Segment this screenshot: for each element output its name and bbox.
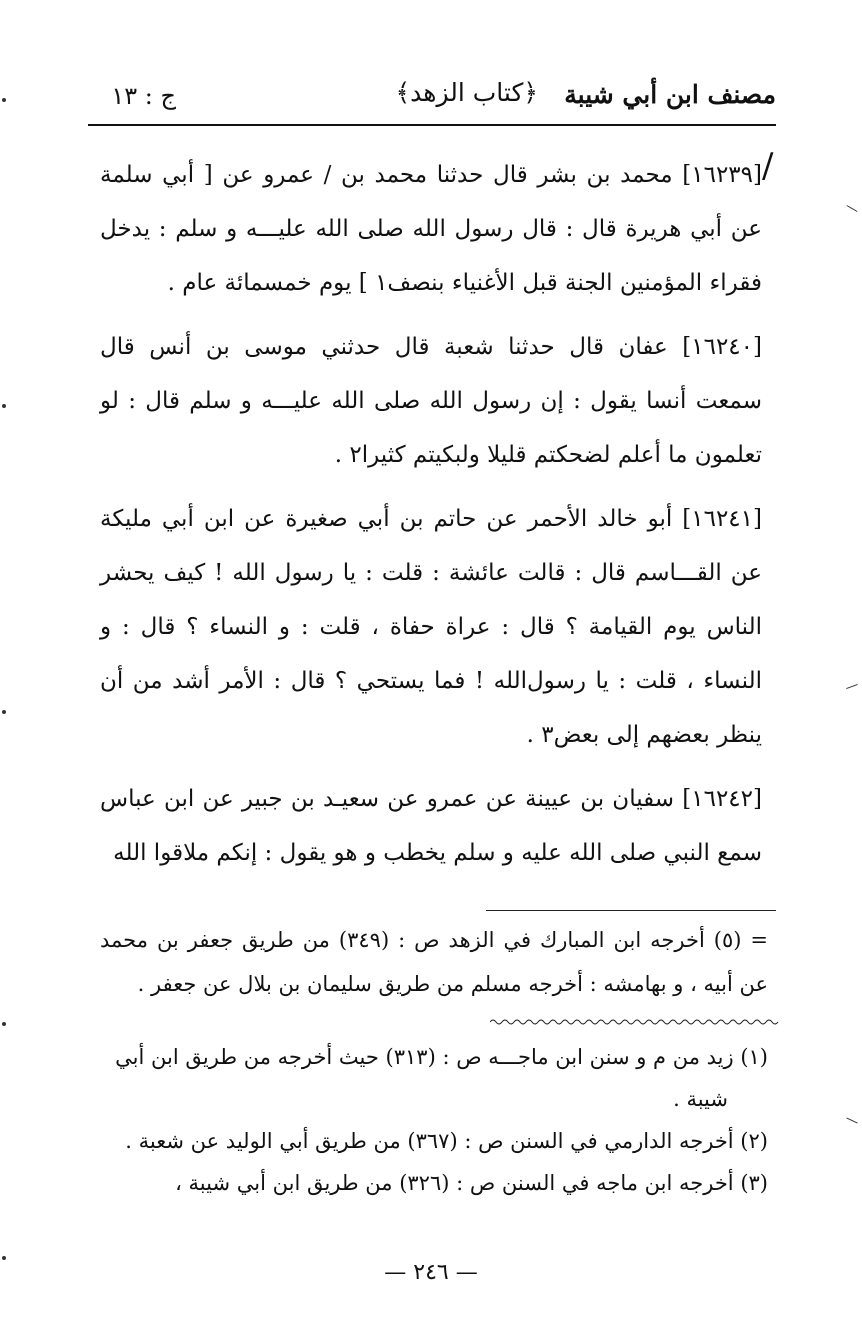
footnote-2: (٢) أخرجه الدارمي في السنن ص : (٣٦٧) من طريق أبي الوليد عن شعبة . [125, 1129, 768, 1153]
edge-mark [2, 1022, 6, 1026]
main-text [100, 148, 762, 890]
hadith-16241: [١٦٢٤١] أبو خالد الأحمر عن حاتم بن أبي صغيرة عن ابن أبي مليكة عن القـــاسم قال : قالت عائشة : قلت : يا رسول الله ! كيف يحشر الناس يوم القيامة ؟ قال : عراة حفاة ، قلت : و النساء ؟ قال : و النساء ، قلت : يا رسول‌الله ! فما يستحي ؟ قال : الأمر أشد من أن ينظر بعضهم إلى بعض٣ . [100, 506, 762, 748]
footnotes [100, 1036, 768, 1204]
margin-mark: / [762, 146, 774, 186]
footnote-1: (١) زيد من م و سنن ابن ماجـــه ص : (٣١٣) حيث أخرجه من طريق ابن أبي شيبة . [115, 1045, 768, 1111]
footnote-3: (٣) أخرجه ابن ماجه في السنن ص : (٣٢٦) من طريق ابن أبي شيبة ، [175, 1171, 768, 1195]
edge-mark [2, 404, 6, 408]
edge-mark [2, 1256, 6, 1260]
continued-note-text: = (٥) أخرجه ابن المبارك في الزهد ص : (٣٤٩) من طريق جعفر بن محمد عن أبيه ، و بهامشه : أخرجه مسلم من طريق سليمان بن بلال عن جعفر . [100, 928, 769, 996]
footnote-rule [486, 910, 776, 911]
running-header [88, 72, 776, 122]
hadith-16242: [١٦٢٤٢] سفيان بن عيينة عن عمرو عن سعيـد بن جبير عن ابن عباس سمع النبي صلى الله عليه و سلم يخطب و هو يقول : إنكم ملاقوا الله [100, 786, 762, 866]
edge-mark [2, 98, 6, 102]
volume-number: ج : ١٣ [111, 82, 176, 110]
hadith-16239: [١٦٢٣٩] محمد بن بشر قال حدثنا محمد بن / عمرو عن [ أبي سلمة عن أبي هريرة قال : قال رسول الله صلى الله عليـــه و سلم : يدخل فقراء المؤمنين الجنة قبل الأغنياء بنصف١ ] يوم خمسمائة عام . [100, 162, 762, 296]
book-title: مصنف ابن أبي شيبة [564, 80, 776, 109]
edge-mark [847, 205, 858, 212]
hadith-16240: [١٦٢٤٠] عفان قال حدثنا شعبة قال حدثني موسى بن أنس قال سمعت أنسا يقول : إن رسول الله صلى الله عليـــه و سلم قال : لو تعلمون ما أعلم لضحكتم قليلا ولبكيتم كثيرا٢ . [100, 334, 762, 468]
edge-mark [846, 1118, 857, 1124]
page-number: — ٢٤٦ — [384, 1260, 478, 1285]
continued-footnote [100, 918, 768, 1006]
section-title: ﴿كتاب الزهد﴾ [395, 78, 538, 107]
wavy-divider [490, 1018, 780, 1026]
header-rule [88, 124, 776, 126]
edge-mark [2, 710, 6, 714]
edge-mark [846, 684, 858, 689]
